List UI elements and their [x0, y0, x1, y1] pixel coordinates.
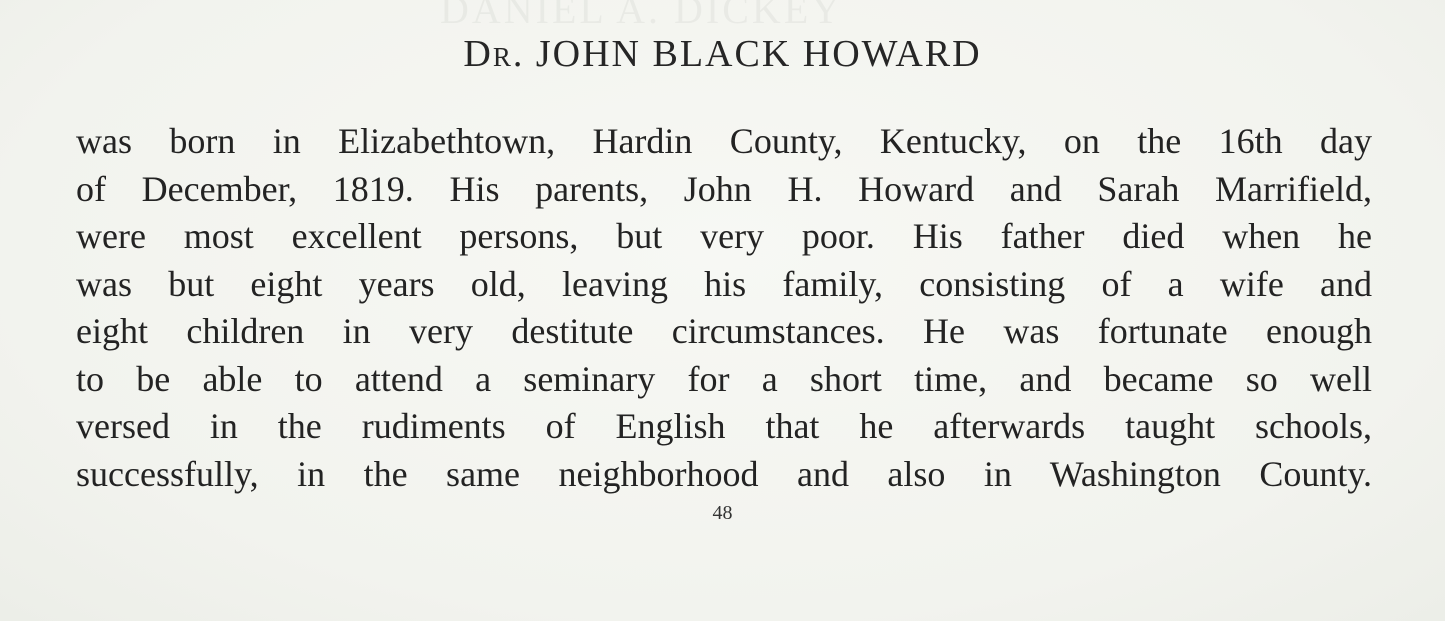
title-prefix: Dr. — [463, 33, 525, 75]
text-line: versed in the rudiments of English that he afterwards taught schools, — [76, 406, 1372, 446]
show-through-text — [440, 0, 843, 33]
text-line: were most excellent persons, but very poor. His father died when he — [76, 216, 1372, 256]
text-line: eight children in very destitute circumstances. He was fortunate enough — [76, 311, 1372, 351]
text-line: was born in Elizabethtown, Hardin County, Kentucky, on the 16th day — [76, 121, 1372, 161]
page-number: 48 — [712, 502, 733, 524]
page-title — [0, 32, 1445, 76]
body-paragraph — [76, 118, 1372, 498]
text-line: successfully, in the same neighborhood and also in Washington County. — [76, 453, 1372, 494]
text-line: to be able to attend a seminary for a short time, and became so well — [76, 358, 1372, 399]
text-line: was but eight years old, leaving his family, consisting of a wife and — [76, 263, 1372, 304]
text-line: of December, 1819. His parents, John H. Howard and Sarah Marrifield, — [76, 168, 1372, 209]
title-name: JOHN BLACK HOWARD — [535, 33, 982, 75]
